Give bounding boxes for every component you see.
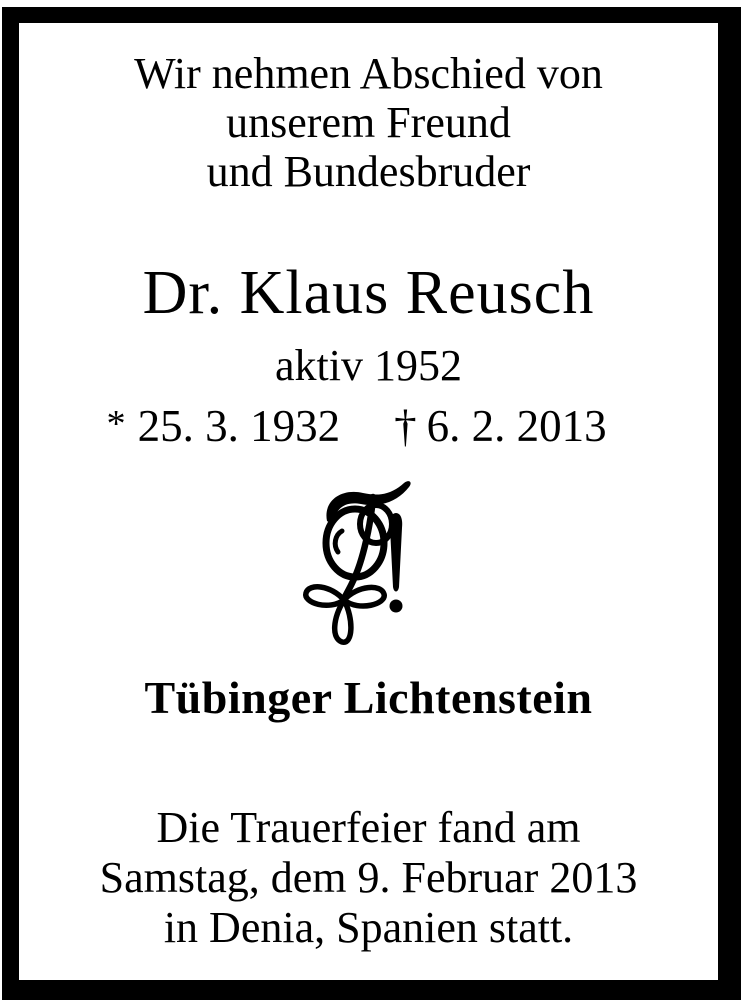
notice-content [19,23,718,980]
fraternity-zirkel [19,475,718,651]
life-dates [19,399,706,451]
deceased-name: Dr. Klaus Reusch [142,259,595,327]
death-date: 6. 2. 2013 [426,401,607,452]
death-dagger-symbol: † [394,401,417,452]
membership-year: aktiv 1952 [275,341,462,390]
birth-date-group [106,401,340,451]
intro-line-1: Wir nehmen Abschied von [134,49,603,98]
farewell-intro [19,23,718,196]
zirkel-monogram-icon [299,475,439,650]
birth-star-symbol: * [106,403,126,445]
intro-line-3: und Bundesbruder [206,147,531,196]
funeral-line-2: Samstag, dem 9. Februar 2013 [99,853,638,903]
birth-date: 25. 3. 1932 [137,401,341,452]
intro-line-2: unserem Freund [226,98,511,147]
funeral-line-3: in Denia, Spanien statt. [163,903,574,953]
funeral-info [19,803,718,953]
notice-border-frame [2,7,741,1000]
death-date-group [394,401,607,451]
funeral-line-1: Die Trauerfeier fand am [156,803,581,853]
fraternity-name: Tübinger Lichtenstein [144,672,593,724]
